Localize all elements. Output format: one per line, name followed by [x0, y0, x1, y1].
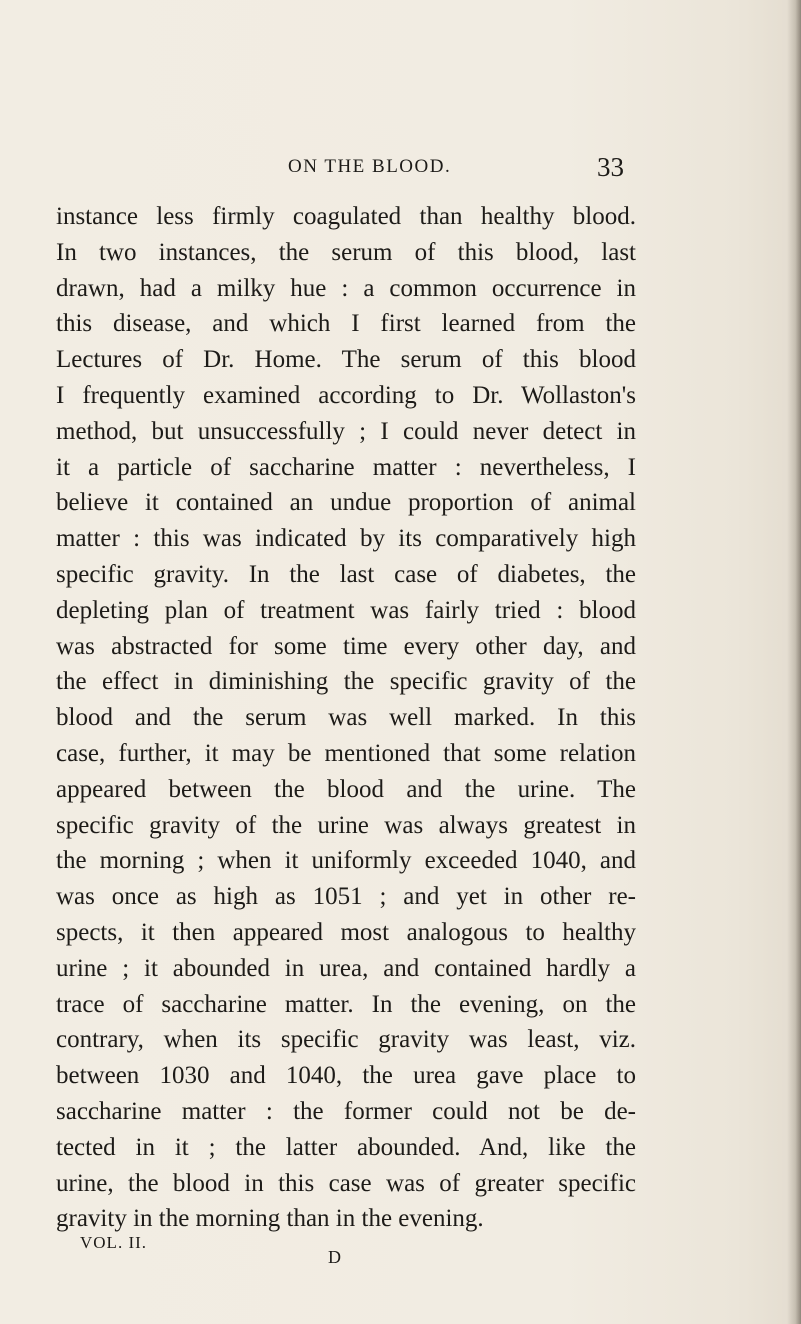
text-line: was abstracted for some time every other day, and: [56, 632, 636, 660]
text-line: trace of saccharine matter. In the evening, on the: [56, 990, 636, 1018]
text-line: Lectures of Dr. Home. The serum of this blood: [56, 346, 636, 374]
text-line: specific gravity of the urine was always greatest in: [56, 811, 636, 839]
text-line: matter : this was indicated by its comparatively high: [56, 525, 636, 553]
signature-mark: D: [328, 1247, 341, 1267]
text-line: blood and the serum was well marked. In this: [56, 704, 636, 732]
running-header: [0, 152, 801, 186]
text-line: between 1030 and 1040, the urea gave place to: [56, 1062, 636, 1090]
text-line: depleting plan of treatment was fairly tried : blood: [56, 596, 636, 624]
text-line: the effect in diminishing the specific gravity of the: [56, 668, 636, 696]
running-title: ON THE BLOOD.: [288, 156, 452, 177]
text-line: gravity in the morning than in the evening.: [56, 1205, 484, 1233]
text-line: the morning ; when it uniformly exceeded 1040, and: [56, 847, 636, 875]
text-line: saccharine matter : the former could not be de-: [56, 1097, 636, 1125]
text-line: appeared between the blood and the urine. The: [56, 775, 636, 803]
text-line: drawn, had a milky hue : a common occurrence in: [56, 274, 636, 302]
text-line: spects, it then appeared most analogous to healthy: [56, 918, 636, 946]
text-line: it a particle of saccharine matter : nevertheless, I: [56, 453, 636, 481]
text-line: tected in it ; the latter abounded. And, like the: [56, 1133, 636, 1161]
body-text: [56, 199, 636, 1237]
text-line: urine ; it abounded in urea, and contained hardly a: [56, 954, 636, 982]
volume-mark: VOL. II.: [80, 1233, 148, 1252]
page-footer: [0, 1233, 801, 1273]
text-line: was once as high as 1051 ; and yet in other re-: [56, 883, 636, 911]
text-line: case, further, it may be mentioned that some relation: [56, 739, 636, 767]
text-line: this disease, and which I first learned from the: [56, 310, 636, 338]
text-line: urine, the blood in this case was of greater specific: [56, 1169, 636, 1197]
text-line: instance less firmly coagulated than healthy blood.: [56, 203, 636, 230]
text-line: I frequently examined according to Dr. Wollaston's: [56, 381, 636, 409]
page-number: 33: [597, 152, 624, 182]
text-line: In two instances, the serum of this blood, last: [56, 238, 636, 266]
text-line: method, but unsuccessfully ; I could never detect in: [56, 417, 636, 445]
text-line: contrary, when its specific gravity was least, viz.: [56, 1026, 636, 1054]
page-edge-shadow: [787, 0, 801, 1324]
text-line: believe it contained an undue proportion of animal: [56, 489, 636, 517]
text-line: specific gravity. In the last case of diabetes, the: [56, 560, 636, 588]
